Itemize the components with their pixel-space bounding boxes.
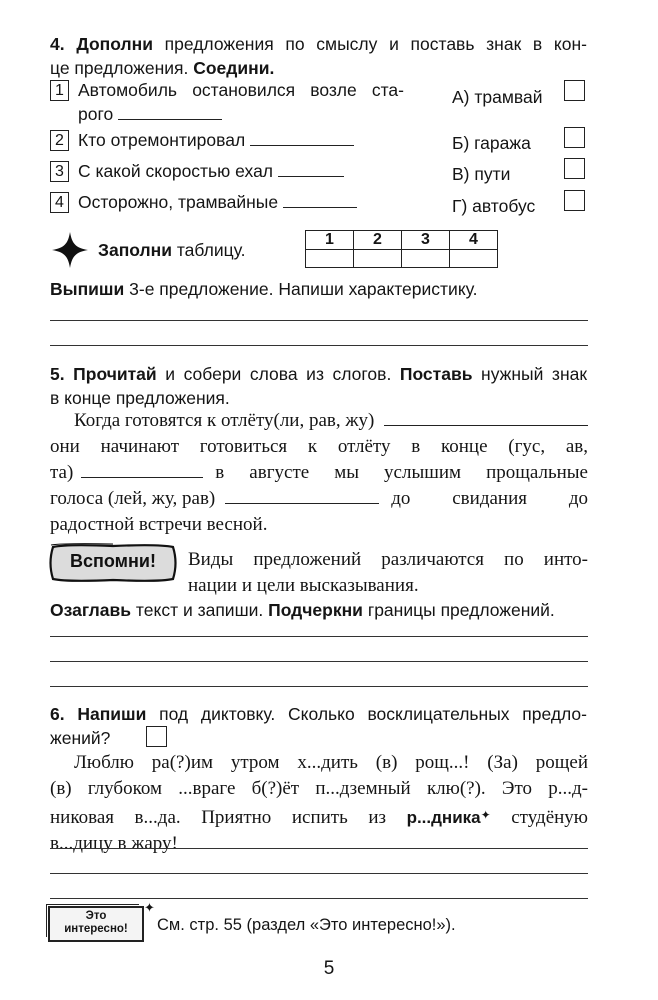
answer-checkbox[interactable] — [564, 190, 585, 211]
table-header: 1 — [306, 231, 354, 250]
count-answer-box[interactable] — [146, 726, 167, 747]
four-point-star-icon — [52, 232, 88, 268]
table-header: 3 — [402, 231, 450, 250]
blank-line[interactable] — [225, 489, 379, 504]
task4-number: 4. — [50, 34, 65, 54]
writing-line[interactable] — [50, 873, 588, 874]
task4-item-4: Осторожно, трамвайные — [78, 190, 357, 214]
answer-b: Б) гаража — [452, 133, 531, 153]
item-number-box: 3 — [50, 161, 69, 182]
task6-number: 6. — [50, 704, 65, 724]
interesting-badge: Это интересно! — [48, 906, 144, 942]
sparkle-icon: ✦ — [144, 900, 155, 915]
item-number-box: 4 — [50, 192, 69, 213]
table-header: 2 — [354, 231, 402, 250]
task4-instruction — [50, 32, 587, 80]
page-number: 5 — [323, 958, 335, 979]
answer-a: А) трамвай — [452, 87, 543, 107]
task4-item-3: С какой скоростью ехал — [78, 159, 344, 183]
table-cell[interactable] — [402, 250, 450, 268]
blank-line[interactable] — [118, 105, 222, 120]
writing-line[interactable] — [50, 686, 588, 687]
writing-line[interactable] — [50, 898, 588, 899]
answer-table — [305, 230, 498, 268]
item-number-box: 1 — [50, 80, 69, 101]
task4-line2: це предложения. Соедини. — [50, 58, 275, 78]
dictation-text: Люблю ра(?)им утром х...дить (в) рощ...! (За) рощей (в) глубоком ...враге б(?)ёт п...дземный клю(?). Это р...д- никовая в...да. Приятно испить из р...дника✦ студёную в...дицу в жару! — [50, 752, 588, 854]
title-instruction: Озаглавь текст и запиши. Подчеркни границы предложений. — [50, 600, 555, 620]
remember-badge-label: Вспомни! — [70, 551, 156, 571]
answer-checkbox[interactable] — [564, 127, 585, 148]
blank-line[interactable] — [278, 162, 344, 177]
writing-line[interactable] — [50, 636, 588, 637]
writing-line[interactable] — [50, 320, 588, 321]
answer-checkbox[interactable] — [564, 158, 585, 179]
task4-item-2: Кто отремонтировал — [78, 128, 354, 152]
table-cell[interactable] — [306, 250, 354, 268]
task6-instruction: 6. Напиши под диктовку. Сколько восклицательных предло- жений? — [50, 704, 587, 748]
task5-instruction: 5. Прочитай и собери слова из слогов. Поставь нужный знак в конце предложения. — [50, 364, 587, 408]
write-instruction: Выпиши 3-е предложение. Напиши характеристику. — [50, 279, 478, 299]
item-number-box: 2 — [50, 130, 69, 151]
writing-line[interactable] — [50, 848, 588, 849]
table-cell[interactable] — [354, 250, 402, 268]
fill-table-instruction: Заполни таблицу. — [98, 240, 246, 260]
table-header: 4 — [450, 231, 498, 250]
blank-line[interactable] — [283, 193, 357, 208]
answer-checkbox[interactable] — [564, 80, 585, 101]
remember-text: Виды предложений различаются по инто- нации и цели высказывания. — [188, 549, 588, 596]
blank-line[interactable] — [250, 131, 354, 146]
footnote-star-icon: ✦ — [480, 808, 491, 822]
blank-line[interactable] — [81, 463, 203, 478]
writing-line[interactable] — [50, 661, 588, 662]
task4-line1: 4. Дополни предложения по смыслу и поставь знак в кон- — [50, 34, 587, 54]
see-page-note: См. стр. 55 (раздел «Это интересно!»). — [157, 916, 456, 934]
writing-line[interactable] — [50, 345, 588, 346]
task4-item-1: Автомобиль остановился возле ста- рого — [78, 80, 404, 124]
blank-line[interactable] — [384, 411, 588, 426]
answer-c: В) пути — [452, 164, 511, 184]
table-cell[interactable] — [450, 250, 498, 268]
task5-text: Когда готовятся к отлёту(ли, рав, жу) они начинают готовиться к отлёту в конце (гус, ав, та) в августе мы услышим прощальные голоса (лей, жу, рав) до свидания до радостной встречи весной. — [50, 410, 588, 535]
task5-number: 5. — [50, 364, 65, 384]
badge-frame — [46, 904, 139, 937]
answer-d: Г) автобус — [452, 196, 536, 216]
